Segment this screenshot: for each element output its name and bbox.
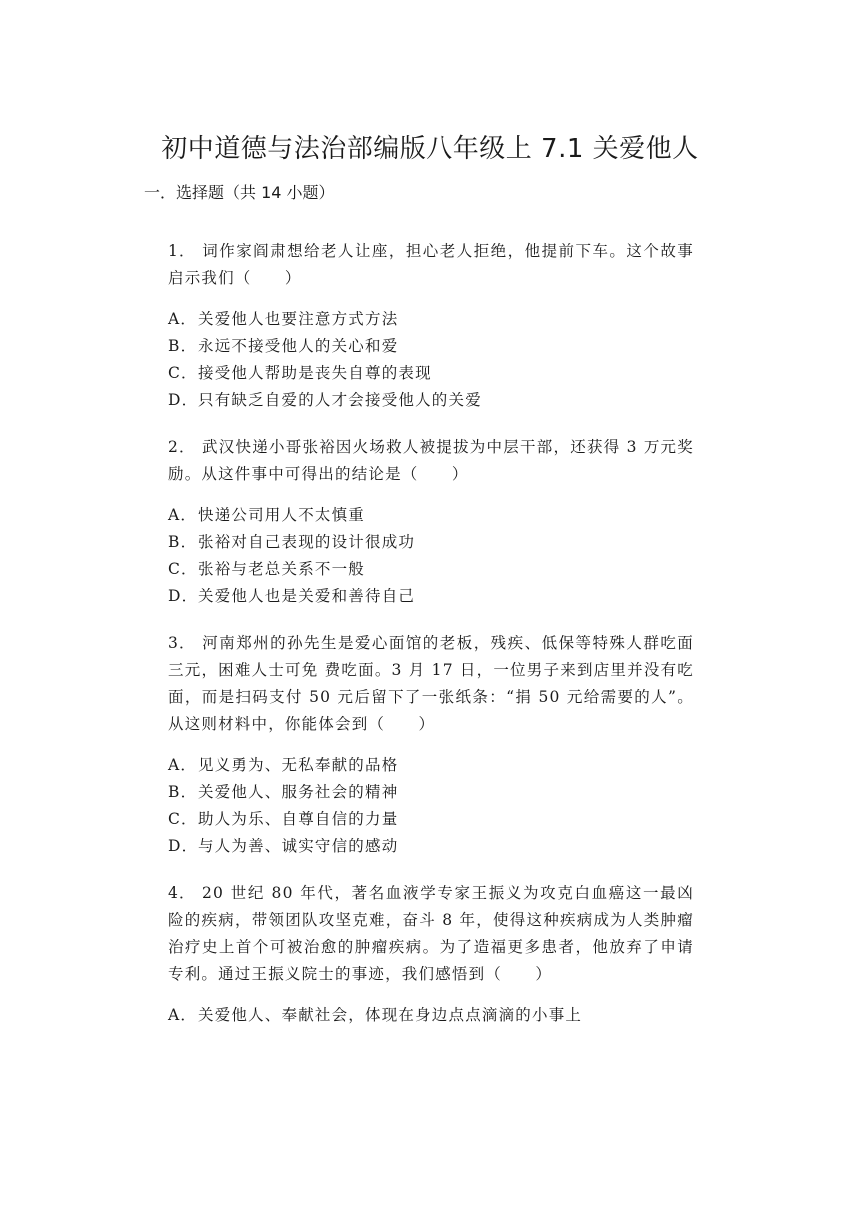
option-letter: D． [168, 837, 199, 855]
option-text: 永远不接受他人的关心和爱 [198, 337, 399, 355]
section-heading: 一．选择题（共 14 小题） [144, 183, 335, 202]
question-number: 2． [168, 438, 196, 456]
option-a [168, 306, 694, 333]
option-b [168, 333, 694, 360]
document-title: 初中道德与法治部编版八年级上 7.1 关爱他人 [161, 134, 699, 164]
option-text: 只有缺乏自爱的人才会接受他人的关爱 [198, 391, 482, 409]
option-text: 张裕与老总关系不一般 [198, 560, 366, 578]
option-text: 关爱他人、服务社会的精神 [198, 783, 399, 801]
question-stem [168, 434, 694, 488]
option-text: 快递公司用人不太慎重 [198, 506, 366, 524]
question-stem [168, 880, 694, 988]
option-a [168, 752, 694, 779]
option-text: 关爱他人也要注意方式方法 [198, 310, 399, 328]
option-a [168, 1002, 694, 1029]
option-b [168, 779, 694, 806]
option-letter: B． [168, 783, 198, 801]
question-2 [168, 434, 694, 610]
question-1 [168, 238, 694, 414]
option-letter: C． [168, 810, 198, 828]
option-letter: C． [168, 560, 198, 578]
question-text: 武汉快递小哥张裕因火场救人被提拔为中层干部，还获得 3 万元奖励。从这件事中可得出的结论是（ ） [168, 438, 694, 483]
option-text: 与人为善、诚实守信的感动 [198, 837, 399, 855]
question-stem [168, 630, 694, 738]
option-letter: A． [168, 506, 198, 524]
question-text: 词作家阎肃想给老人让座，担心老人拒绝，他提前下车。这个故事启示我们（ ） [168, 242, 694, 287]
question-3 [168, 630, 694, 860]
option-d [168, 583, 694, 610]
option-letter: D． [168, 391, 199, 409]
option-c [168, 556, 694, 583]
option-letter: A． [168, 1006, 198, 1024]
question-4 [168, 880, 694, 1029]
option-letter: B． [168, 337, 198, 355]
option-a [168, 502, 694, 529]
question-stem [168, 238, 694, 292]
question-number: 4． [168, 884, 196, 902]
option-letter: B． [168, 533, 198, 551]
option-text: 见义勇为、无私奉献的品格 [198, 756, 399, 774]
option-text: 接受他人帮助是丧失自尊的表现 [198, 364, 432, 382]
question-number: 1． [168, 242, 196, 260]
option-c [168, 806, 694, 833]
option-d [168, 833, 694, 860]
option-b [168, 529, 694, 556]
option-letter: A． [168, 756, 198, 774]
option-d [168, 387, 694, 414]
option-letter: D． [168, 587, 199, 605]
question-number: 3． [168, 634, 196, 652]
option-text: 张裕对自己表现的设计很成功 [198, 533, 416, 551]
question-text: 20 世纪 80 年代，著名血液学专家王振义为攻克白血癌这一最凶险的疾病，带领团队攻坚克难，奋斗 8 年，使得这种疾病成为人类肿瘤治疗史上首个可被治愈的肿瘤疾病。为了造福更多患者，他放弃了申请专利。通过王振义院士的事迹，我们感悟到（ ） [168, 884, 694, 983]
option-text: 关爱他人也是关爱和善待自己 [198, 587, 416, 605]
option-c [168, 360, 694, 387]
option-letter: A． [168, 310, 198, 328]
question-list [168, 238, 694, 1049]
option-text: 关爱他人、奉献社会，体现在身边点点滴滴的小事上 [198, 1006, 583, 1024]
option-letter: C． [168, 364, 198, 382]
question-text: 河南郑州的孙先生是爱心面馆的老板，残疾、低保等特殊人群吃面三元，困难人士可免 费吃面。3 月 17 日，一位男子来到店里并没有吃面，而是扫码支付 50 元后留下了一张纸条：“捐 50 元给需要的人”。从这则材料中，你能体会到（ ） [168, 634, 694, 733]
option-text: 助人为乐、自尊自信的力量 [198, 810, 399, 828]
